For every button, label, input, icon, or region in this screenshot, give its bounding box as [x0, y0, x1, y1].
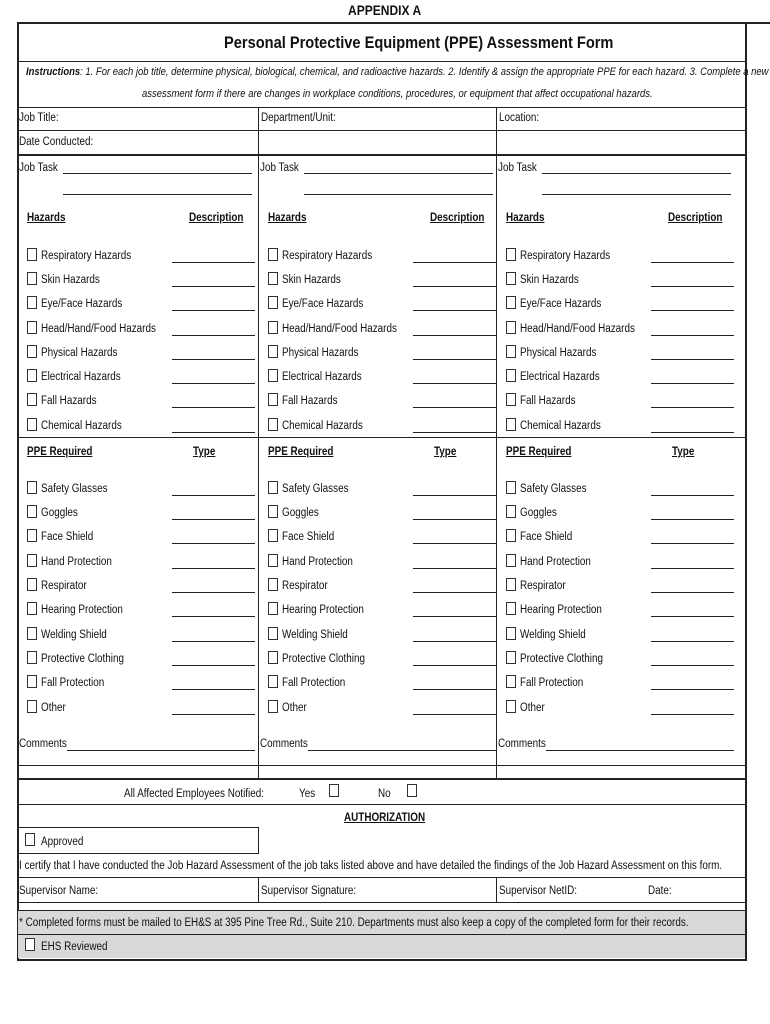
ppe-label-2: Hand Protection — [282, 556, 353, 568]
ppe-label-1: Fall Protection — [41, 677, 105, 689]
ppe-checkbox-3[interactable] — [506, 675, 516, 688]
ppe-type-line-2[interactable] — [413, 616, 496, 617]
hazard-label-3: Skin Hazards — [520, 274, 579, 286]
hazard-description-line-1[interactable] — [172, 407, 255, 408]
hazard-description-line-2[interactable] — [413, 310, 496, 311]
ppe-checkbox-3[interactable] — [506, 505, 516, 518]
frame-top — [17, 22, 770, 24]
hazard-description-line-3[interactable] — [651, 383, 734, 384]
notified-label: All Affected Employees Notified: — [124, 788, 265, 800]
hazard-description-line-3[interactable] — [651, 310, 734, 311]
hazard-label-1: Respiratory Hazards — [41, 250, 132, 262]
comments-label-2: Comments — [260, 738, 308, 750]
ppe-checkbox-1[interactable] — [27, 554, 37, 567]
ppe-checkbox-1[interactable] — [27, 529, 37, 542]
ppe-label-3: Fall Protection — [520, 677, 584, 689]
ppe-label-1: Goggles — [41, 507, 78, 519]
ppe-type-line-1[interactable] — [172, 665, 255, 666]
hazard-description-line-2[interactable] — [413, 335, 496, 336]
comments-label-1: Comments — [19, 738, 67, 750]
hazard-checkbox-3[interactable] — [506, 321, 516, 334]
ppe-label-2: Protective Clothing — [282, 653, 366, 665]
ppe-type-line-1[interactable] — [172, 568, 255, 569]
type-header-3: Type — [672, 446, 695, 458]
hazard-description-line-3[interactable] — [651, 335, 734, 336]
ppe-label-3: Welding Shield — [520, 629, 586, 641]
ppe-checkbox-1[interactable] — [27, 675, 37, 688]
hazard-checkbox-2[interactable] — [268, 369, 278, 382]
ppe-type-line-2[interactable] — [413, 495, 496, 496]
ppe-type-line-2[interactable] — [413, 665, 496, 666]
hazard-checkbox-3[interactable] — [506, 248, 516, 261]
hazard-checkbox-3[interactable] — [506, 418, 516, 431]
description-header-3: Description — [668, 212, 723, 224]
ppe-checkbox-1[interactable] — [27, 651, 37, 664]
ppe-type-line-2[interactable] — [413, 519, 496, 520]
job-task-line-1[interactable] — [63, 173, 252, 174]
ppe-type-line-3[interactable] — [651, 641, 734, 642]
description-header-1: Description — [189, 212, 244, 224]
hazard-label-2: Electrical Hazards — [282, 371, 362, 383]
ppe-checkbox-2[interactable] — [268, 505, 278, 518]
notified-yes-label: Yes — [299, 788, 316, 800]
notified-yes-checkbox[interactable] — [329, 784, 339, 797]
department-field[interactable]: Department/Unit: — [261, 112, 336, 124]
hazard-label-1: Head/Hand/Food Hazards — [41, 323, 156, 335]
ppe-checkbox-2[interactable] — [268, 700, 278, 713]
hazard-checkbox-2[interactable] — [268, 296, 278, 309]
ppe-type-line-3[interactable] — [651, 714, 734, 715]
hazard-checkbox-2[interactable] — [268, 321, 278, 334]
hazard-label-2: Physical Hazards — [282, 347, 359, 359]
hazards-header-1: Hazards — [27, 212, 66, 224]
hazard-label-3: Physical Hazards — [520, 347, 597, 359]
hazard-description-line-1[interactable] — [172, 359, 255, 360]
ppe-type-line-1[interactable] — [172, 616, 255, 617]
hazard-checkbox-3[interactable] — [506, 345, 516, 358]
ppe-label-3: Hand Protection — [520, 556, 591, 568]
ppe-type-line-1[interactable] — [172, 495, 255, 496]
hazard-description-line-3[interactable] — [651, 407, 734, 408]
ppe-checkbox-2[interactable] — [268, 554, 278, 567]
job-task-line-3[interactable] — [542, 173, 731, 174]
hazard-checkbox-1[interactable] — [27, 321, 37, 334]
ppe-type-line-2[interactable] — [413, 689, 496, 690]
ppe-label-2: Face Shield — [282, 531, 335, 543]
ppe-label-3: Protective Clothing — [520, 653, 604, 665]
ppe-label-3: Other — [520, 702, 545, 714]
ehs-reviewed-checkbox[interactable] — [25, 938, 35, 951]
ppe-label-2: Safety Glasses — [282, 483, 349, 495]
ppe-checkbox-1[interactable] — [27, 578, 37, 591]
hazard-checkbox-1[interactable] — [27, 296, 37, 309]
ppe-type-line-1[interactable] — [172, 519, 255, 520]
supervisor-name-field[interactable]: Supervisor Name: — [19, 885, 99, 897]
hazard-checkbox-1[interactable] — [27, 345, 37, 358]
notified-no-label: No — [378, 788, 391, 800]
ppe-type-line-1[interactable] — [172, 592, 255, 593]
ppe-checkbox-3[interactable] — [506, 554, 516, 567]
ppe-label-2: Welding Shield — [282, 629, 348, 641]
comments-label-3: Comments — [498, 738, 546, 750]
hazard-description-line-3[interactable] — [651, 262, 734, 263]
hazard-label-1: Eye/Face Hazards — [41, 298, 123, 310]
hazard-label-3: Fall Hazards — [520, 395, 576, 407]
ppe-checkbox-3[interactable] — [506, 602, 516, 615]
ppe-label-3: Respirator — [520, 580, 566, 592]
ppe-type-line-3[interactable] — [651, 519, 734, 520]
job-task-line-2[interactable] — [304, 173, 493, 174]
hazard-checkbox-3[interactable] — [506, 296, 516, 309]
hazard-label-2: Skin Hazards — [282, 274, 341, 286]
hazard-description-line-2[interactable] — [413, 359, 496, 360]
hazard-label-2: Respiratory Hazards — [282, 250, 373, 262]
hazard-label-3: Head/Hand/Food Hazards — [520, 323, 635, 335]
ppe-type-line-1[interactable] — [172, 689, 255, 690]
hazard-description-line-2[interactable] — [413, 383, 496, 384]
ppe-label-2: Goggles — [282, 507, 319, 519]
hazard-checkbox-1[interactable] — [27, 418, 37, 431]
hazard-label-1: Electrical Hazards — [41, 371, 121, 383]
ppe-checkbox-3[interactable] — [506, 529, 516, 542]
hazard-label-1: Physical Hazards — [41, 347, 118, 359]
hazard-checkbox-3[interactable] — [506, 393, 516, 406]
hazard-description-line-2[interactable] — [413, 262, 496, 263]
ppe-checkbox-2[interactable] — [268, 602, 278, 615]
ppe-label-3: Face Shield — [520, 531, 573, 543]
hazard-label-3: Eye/Face Hazards — [520, 298, 602, 310]
ppe-type-line-1[interactable] — [172, 714, 255, 715]
ppe-type-line-3[interactable] — [651, 665, 734, 666]
ppe-checkbox-1[interactable] — [27, 627, 37, 640]
ppe-label-1: Other — [41, 702, 66, 714]
ppe-label-2: Hearing Protection — [282, 604, 364, 616]
hazard-checkbox-2[interactable] — [268, 393, 278, 406]
authorization-header: AUTHORIZATION — [344, 812, 426, 824]
ppe-checkbox-3[interactable] — [506, 700, 516, 713]
ppe-checkbox-3[interactable] — [506, 627, 516, 640]
instructions-line1: Instructions: 1. For each job title, determine physical, biological, chemical, and radioactive hazards. 2. Identify & assign the appropriate PPE for each hazard. 3. Complete a new — [26, 66, 769, 78]
ppe-type-line-3[interactable] — [651, 568, 734, 569]
ppe-type-line-2[interactable] — [413, 714, 496, 715]
job-task-label-1: Job Task — [19, 162, 58, 174]
hazard-description-line-2[interactable] — [413, 407, 496, 408]
ppe-label-2: Fall Protection — [282, 677, 346, 689]
ehs-reviewed-label: EHS Reviewed — [41, 941, 108, 953]
hazard-label-3: Electrical Hazards — [520, 371, 600, 383]
hazard-description-line-3[interactable] — [651, 359, 734, 360]
job-task-label-2: Job Task — [260, 162, 299, 174]
location-field[interactable]: Location: — [499, 112, 540, 124]
ppe-type-line-1[interactable] — [172, 641, 255, 642]
ppe-label-2: Respirator — [282, 580, 328, 592]
ppe-type-line-3[interactable] — [651, 543, 734, 544]
ppe-label-3: Hearing Protection — [520, 604, 602, 616]
ppe-header-3: PPE Required — [506, 446, 572, 458]
hazard-checkbox-2[interactable] — [268, 272, 278, 285]
ppe-type-line-2[interactable] — [413, 641, 496, 642]
ppe-checkbox-1[interactable] — [27, 700, 37, 713]
hazard-description-line-3[interactable] — [651, 432, 734, 433]
ppe-checkbox-1[interactable] — [27, 602, 37, 615]
hazard-description-line-1[interactable] — [172, 286, 255, 287]
ppe-label-3: Goggles — [520, 507, 557, 519]
notified-no-checkbox[interactable] — [407, 784, 417, 797]
hazard-label-1: Fall Hazards — [41, 395, 97, 407]
hazard-description-line-1[interactable] — [172, 432, 255, 433]
hazard-label-1: Chemical Hazards — [41, 420, 122, 432]
hazard-label-2: Eye/Face Hazards — [282, 298, 364, 310]
ppe-type-line-3[interactable] — [651, 495, 734, 496]
hazard-label-2: Fall Hazards — [282, 395, 338, 407]
ppe-type-line-3[interactable] — [651, 689, 734, 690]
hazard-description-line-1[interactable] — [172, 335, 255, 336]
ppe-checkbox-3[interactable] — [506, 651, 516, 664]
ppe-label-1: Welding Shield — [41, 629, 107, 641]
hazard-checkbox-3[interactable] — [506, 272, 516, 285]
hazard-checkbox-2[interactable] — [268, 248, 278, 261]
job-task-line2-1[interactable] — [63, 194, 252, 195]
job-task-line2-3[interactable] — [542, 194, 731, 195]
hazard-description-line-1[interactable] — [172, 262, 255, 263]
appendix-label: APPENDIX A — [348, 2, 422, 18]
job-task-label-3: Job Task — [498, 162, 537, 174]
ppe-checkbox-2[interactable] — [268, 627, 278, 640]
ppe-checkbox-3[interactable] — [506, 481, 516, 494]
ehs-band — [18, 935, 745, 958]
ppe-label-2: Other — [282, 702, 307, 714]
ppe-checkbox-1[interactable] — [27, 505, 37, 518]
certify-statement: I certify that I have conducted the Job Hazard Assessment of the job taks listed above and have detailed the findings of the Job Hazard Assessment on this form. — [19, 860, 723, 872]
ppe-type-line-2[interactable] — [413, 592, 496, 593]
approved-checkbox[interactable] — [25, 833, 35, 846]
ppe-label-1: Protective Clothing — [41, 653, 125, 665]
description-header-2: Description — [430, 212, 485, 224]
hazard-label-2: Head/Hand/Food Hazards — [282, 323, 397, 335]
ppe-type-line-2[interactable] — [413, 568, 496, 569]
hazard-description-line-1[interactable] — [172, 383, 255, 384]
hazard-checkbox-2[interactable] — [268, 418, 278, 431]
hazard-description-line-3[interactable] — [651, 286, 734, 287]
ppe-label-1: Respirator — [41, 580, 87, 592]
hazards-header-3: Hazards — [506, 212, 545, 224]
date-field[interactable]: Date: — [648, 885, 672, 897]
hazard-checkbox-1[interactable] — [27, 248, 37, 261]
hazard-checkbox-1[interactable] — [27, 369, 37, 382]
frame-right — [745, 22, 747, 960]
ppe-checkbox-2[interactable] — [268, 529, 278, 542]
hazard-description-line-1[interactable] — [172, 310, 255, 311]
ppe-label-1: Hand Protection — [41, 556, 112, 568]
ppe-header-2: PPE Required — [268, 446, 334, 458]
comments-line-1[interactable] — [67, 750, 255, 751]
comments-line-3[interactable] — [546, 750, 734, 751]
ppe-checkbox-2[interactable] — [268, 651, 278, 664]
ppe-checkbox-1[interactable] — [27, 481, 37, 494]
ppe-label-3: Safety Glasses — [520, 483, 587, 495]
instructions-label: Instructions — [26, 66, 81, 78]
ppe-label-1: Face Shield — [41, 531, 94, 543]
job-task-line2-2[interactable] — [304, 194, 493, 195]
ppe-checkbox-2[interactable] — [268, 481, 278, 494]
approved-label: Approved — [41, 836, 84, 848]
ppe-type-line-2[interactable] — [413, 543, 496, 544]
hazard-label-3: Respiratory Hazards — [520, 250, 611, 262]
hazards-header-2: Hazards — [268, 212, 307, 224]
hazard-label-3: Chemical Hazards — [520, 420, 601, 432]
frame-bottom — [17, 959, 747, 961]
ppe-checkbox-2[interactable] — [268, 675, 278, 688]
ppe-label-1: Hearing Protection — [41, 604, 123, 616]
mail-note: * Completed forms must be mailed to EH&S at 395 Pine Tree Rd., Suite 210. Departments must also keep a copy of the completed form for their records. — [19, 917, 689, 929]
job-title-field[interactable]: Job Title: — [19, 112, 59, 124]
hazard-checkbox-1[interactable] — [27, 393, 37, 406]
ppe-header-1: PPE Required — [27, 446, 93, 458]
hazard-description-line-2[interactable] — [413, 286, 496, 287]
ppe-type-line-3[interactable] — [651, 616, 734, 617]
hazard-description-line-2[interactable] — [413, 432, 496, 433]
type-header-2: Type — [434, 446, 457, 458]
comments-line-2[interactable] — [308, 750, 496, 751]
hazard-checkbox-2[interactable] — [268, 345, 278, 358]
ppe-type-line-1[interactable] — [172, 543, 255, 544]
instructions-line2: assessment form if there are changes in workplace conditions, procedures, or equipment that affect occupational hazards. — [142, 88, 653, 100]
hazard-checkbox-3[interactable] — [506, 369, 516, 382]
hazard-label-2: Chemical Hazards — [282, 420, 363, 432]
hazard-label-1: Skin Hazards — [41, 274, 100, 286]
ppe-type-line-3[interactable] — [651, 592, 734, 593]
ppe-label-1: Safety Glasses — [41, 483, 108, 495]
ppe-checkbox-2[interactable] — [268, 578, 278, 591]
ppe-checkbox-3[interactable] — [506, 578, 516, 591]
page-title: Personal Protective Equipment (PPE) Assessment Form — [224, 33, 614, 52]
date-conducted-field[interactable]: Date Conducted: — [19, 136, 94, 148]
supervisor-signature-field[interactable]: Supervisor Signature: — [261, 885, 357, 897]
supervisor-netid-field[interactable]: Supervisor NetID: — [499, 885, 578, 897]
type-header-1: Type — [193, 446, 216, 458]
hazard-checkbox-1[interactable] — [27, 272, 37, 285]
